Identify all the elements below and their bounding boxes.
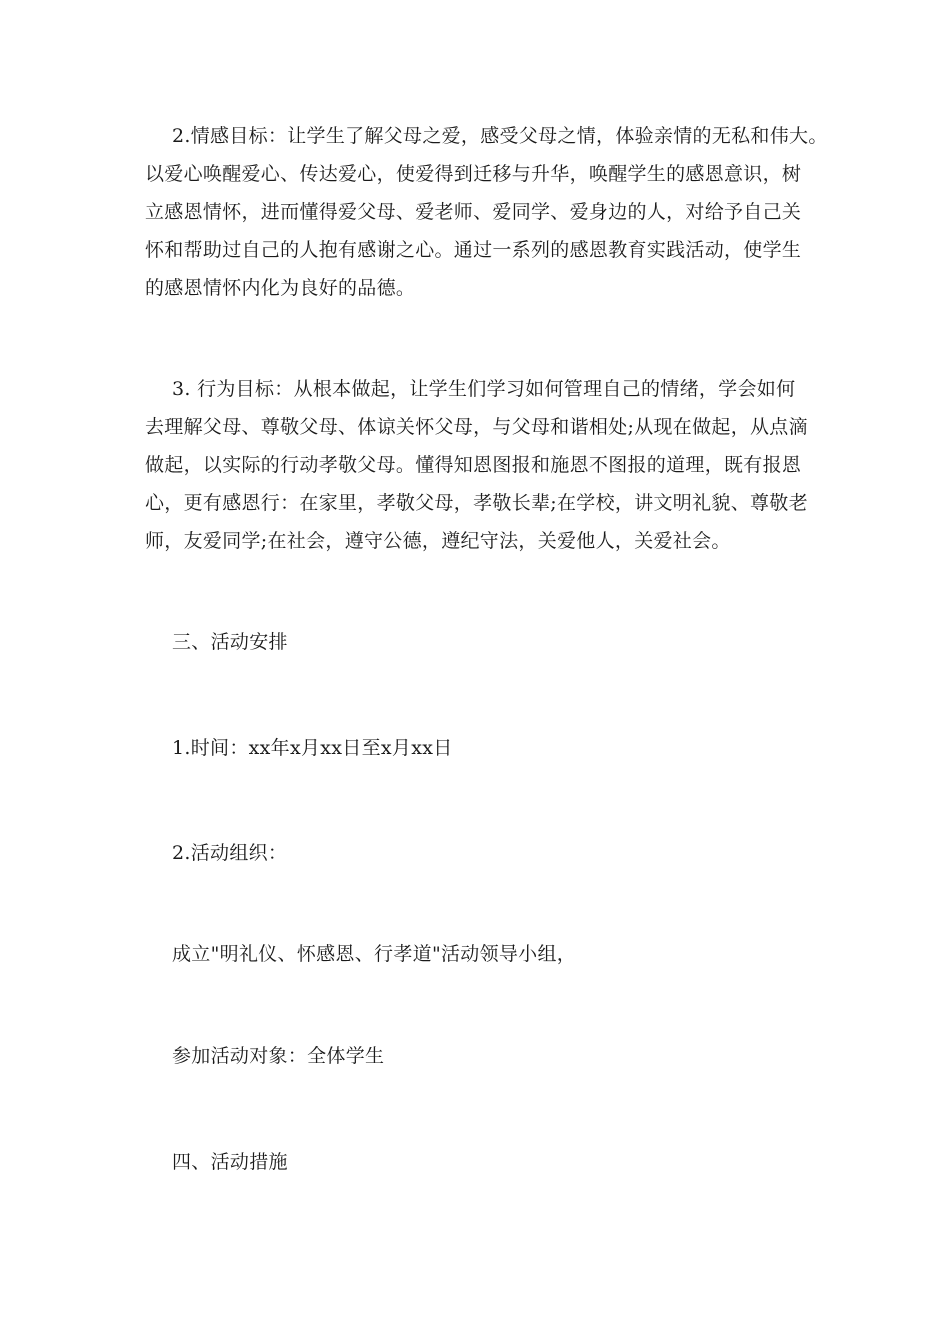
paragraph-line: 以爱心唤醒爱心、传达爱心，使爱得到迁移与升华，唤醒学生的感恩意识，树: [145, 163, 802, 185]
paragraph-line: 的感恩情怀内化为良好的品德。: [145, 277, 416, 299]
organization-heading: 2.活动组织：: [172, 842, 288, 864]
paragraph-line: 3. 行为目标：从根本做起，让学生们学习如何管理自己的情绪，学会如何: [172, 378, 796, 400]
paragraph-line: 怀和帮助过自己的人抱有感谢之心。通过一系列的感恩教育实践活动，使学生: [145, 239, 802, 261]
section-heading-arrangement: 三、活动安排: [172, 631, 288, 653]
time-line: 1.时间：xx年x月xx日至x月xx日: [172, 737, 453, 759]
section-heading-measures: 四、活动措施: [172, 1151, 288, 1173]
paragraph-line: 立感恩情怀，进而懂得爱父母、爱老师、爱同学、爱身边的人，对给予自己关: [145, 201, 802, 223]
organization-group-line: 成立"明礼仪、怀感恩、行孝道"活动领导小组，: [172, 943, 577, 965]
paragraph-line: 2.情感目标：让学生了解父母之爱，感受父母之情，体验亲情的无私和伟大。: [172, 125, 828, 147]
paragraph-line: 去理解父母、尊敬父母、体谅关怀父母，与父母和谐相处;从现在做起，从点滴: [145, 416, 808, 438]
paragraph-line: 做起，以实际的行动孝敬父母。懂得知恩图报和施恩不图报的道理，既有报恩: [145, 454, 802, 476]
paragraph-line: 师，友爱同学;在社会，遵守公德，遵纪守法，关爱他人，关爱社会。: [145, 530, 731, 552]
participants-line: 参加活动对象：全体学生: [172, 1045, 385, 1067]
paragraph-line: 心，更有感恩行：在家里，孝敬父母，孝敬长辈;在学校，讲文明礼貌、尊敬老: [145, 492, 808, 514]
